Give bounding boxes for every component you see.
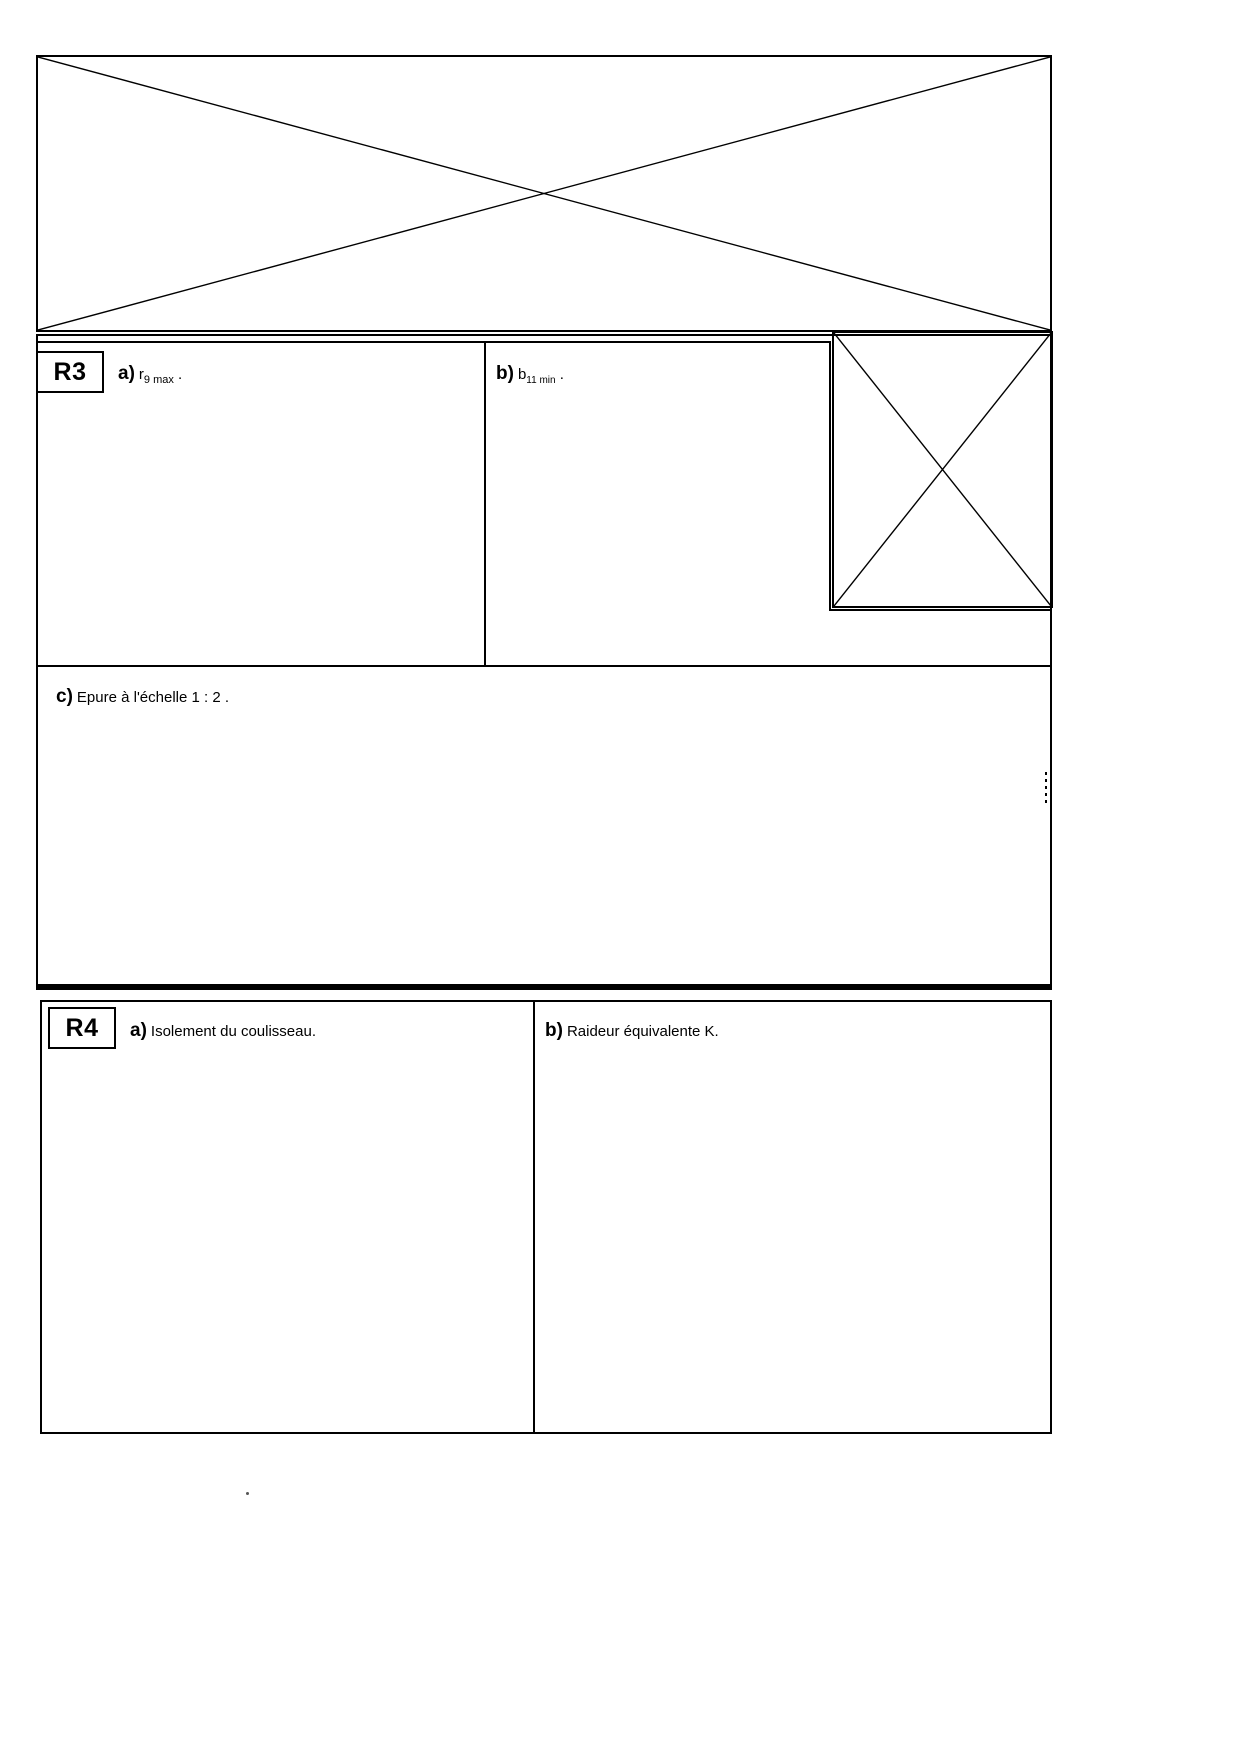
R3-item-b-subscript: 11 min <box>526 375 556 386</box>
R4-item-b-answer-area[interactable] <box>537 1060 1049 1430</box>
R4-item-a-text: Isolement du coulisseau. <box>150 1023 317 1040</box>
R3-item-b-marker: b) <box>496 363 514 384</box>
section-R4-tag: R4 <box>48 1007 116 1049</box>
R4-item-b-text: Raideur équivalente K. <box>566 1023 719 1040</box>
section-R3-tag: R3 <box>36 351 104 393</box>
cross-out-icon <box>834 333 1051 606</box>
cross-out-icon <box>38 57 1050 330</box>
R3-item-a-label <box>118 363 182 387</box>
R3-item-b-text: $b_{11 min}$ . <box>517 366 564 386</box>
R3-item-c-marker: c) <box>56 686 73 707</box>
R3-item-c-answer-area[interactable] <box>40 670 1048 982</box>
R4-ab-separator <box>533 1002 535 1432</box>
R3-item-a-subscript: 9 max <box>143 374 174 386</box>
R3-item-b-tail: . <box>559 366 564 383</box>
page-speck <box>246 1492 249 1495</box>
R3-item-c-text: Epure à l'échelle 1 : 2 . <box>76 689 230 706</box>
R3-row-inner-bottom <box>829 609 1052 611</box>
R3-item-a-text: $r_{9 max}$ . <box>138 366 183 386</box>
R3-item-a-tail: . <box>178 366 183 383</box>
R4-item-a-marker: a) <box>130 1020 147 1041</box>
R3-row-right-border <box>829 341 831 611</box>
R3-item-b-label <box>496 363 564 387</box>
R4-item-b-marker: b) <box>545 1020 563 1041</box>
R3-right-edge-dots <box>1045 772 1047 804</box>
R3-ab-separator <box>484 343 486 666</box>
R3-ab-bottom-separator <box>36 665 1052 667</box>
R3-item-a-marker: a) <box>118 363 135 384</box>
R3-row-top-border <box>36 341 831 343</box>
R4-item-a-label <box>130 1020 316 1043</box>
top-answer-area[interactable] <box>36 55 1052 332</box>
figure-answer-area[interactable] <box>832 331 1053 608</box>
R4-item-a-answer-area[interactable] <box>44 1060 530 1430</box>
R3-item-c-label <box>56 686 229 709</box>
section-divider <box>36 986 1052 990</box>
R4-item-b-label <box>545 1020 719 1043</box>
